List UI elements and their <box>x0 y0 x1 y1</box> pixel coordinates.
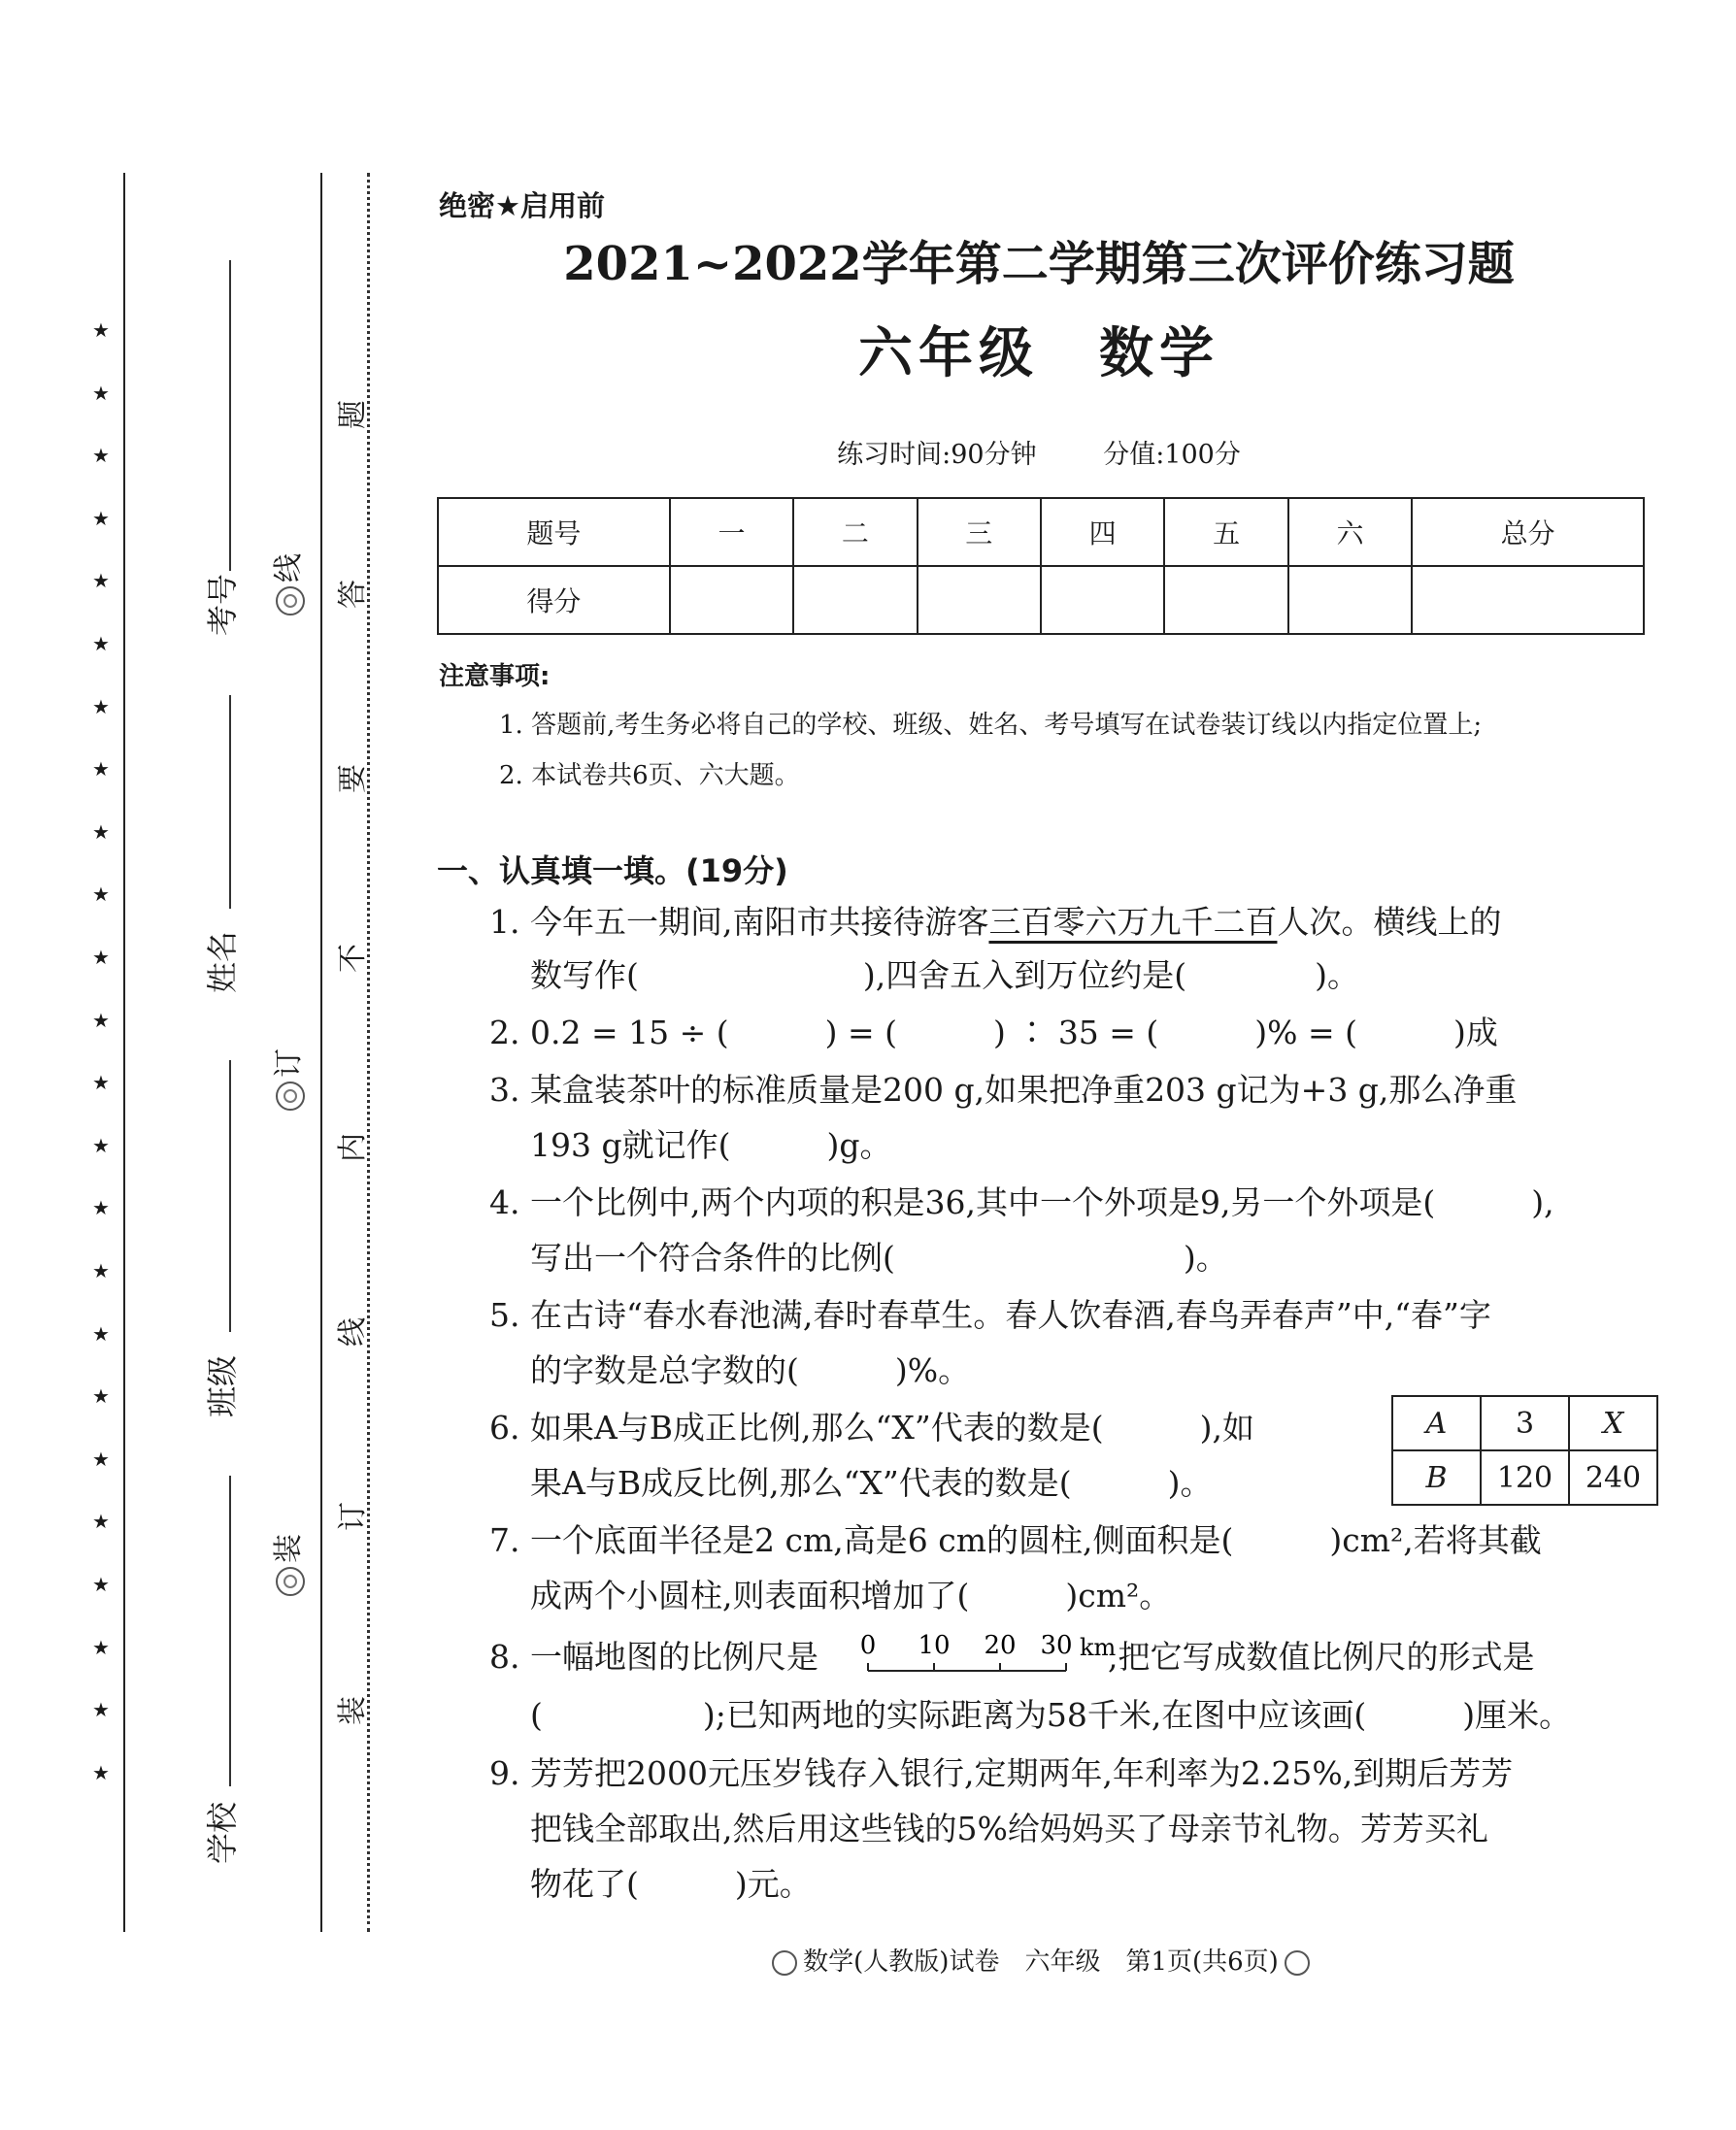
star-icon: ★ <box>92 1447 110 1471</box>
scale-tick-label: 10 <box>918 1631 951 1660</box>
score-entry-cell[interactable] <box>918 566 1041 634</box>
table-cell: 六 <box>1288 498 1412 566</box>
class-blank[interactable] <box>229 1060 231 1332</box>
score-table-header-row <box>438 498 1644 566</box>
exam-subtitle: 六年级 数学 <box>858 321 1219 385</box>
star-icon: ★ <box>92 1008 110 1032</box>
binding-inner-line <box>320 173 322 1932</box>
warning-char: 内 <box>336 1133 370 1162</box>
question-4-cont: 写出一个符合条件的比例( )。 <box>530 1239 1228 1277</box>
question-text: 1. 今年五一期间,南阳市共接待游客 <box>489 903 989 941</box>
question-text: 人次。横线上的 <box>1277 903 1502 941</box>
question-6: 6. 如果A与B成正比例,那么“X”代表的数是( ),如 <box>489 1409 1255 1447</box>
star-icon: ★ <box>92 946 110 969</box>
score-table-score-row <box>438 566 1644 634</box>
question-1-cont: 数写作( ),四舍五入到万位约是( )。 <box>530 956 1359 994</box>
scale-tick-label: 30 <box>1040 1631 1073 1660</box>
binding-outer-line <box>123 173 125 1932</box>
star-icon: ★ <box>92 1573 110 1596</box>
star-icon: ★ <box>92 1760 110 1784</box>
star-icon: ★ <box>92 1071 110 1095</box>
question-6-cont: 果A与B成反比例,那么“X”代表的数是( )。 <box>530 1464 1213 1502</box>
warning-char: 订 <box>336 1502 370 1531</box>
question-7-cont: 成两个小圆柱,则表面积增加了( )cm²。 <box>530 1577 1172 1614</box>
star-icon: ★ <box>92 444 110 468</box>
star-icon: ★ <box>92 1196 110 1220</box>
star-icon: ★ <box>92 694 110 718</box>
name-blank[interactable] <box>229 695 231 909</box>
star-icon: ★ <box>92 506 110 530</box>
question-9-cont2: 物花了( )元。 <box>530 1865 812 1903</box>
warning-char: 题 <box>336 400 370 429</box>
question-9-cont: 把钱全部取出,然后用这些钱的5%给妈妈买了母亲节礼物。芳芳买礼 <box>530 1810 1488 1847</box>
school-blank[interactable] <box>229 1476 231 1786</box>
question-5-cont: 的字数是总字数的( )%。 <box>530 1351 971 1389</box>
question-1 <box>489 894 1501 950</box>
score-table <box>437 497 1645 635</box>
question-3: 3. 某盒装茶叶的标准质量是200 g,如果把净重203 g记为+3 g,那么净重 <box>489 1071 1518 1109</box>
star-icon: ★ <box>92 882 110 907</box>
table-cell: 总分 <box>1412 498 1644 566</box>
score-entry-cell[interactable] <box>1288 566 1412 634</box>
star-icon: ★ <box>92 1133 110 1157</box>
star-icon: ★ <box>92 1510 110 1534</box>
proportion-table <box>1391 1395 1658 1506</box>
cut-line <box>367 173 370 1932</box>
question-4: 4. 一个比例中,两个内项的积是36,其中一个外项是9,另一个外项是( ), <box>489 1183 1554 1221</box>
star-icon: ★ <box>92 1259 110 1282</box>
table-cell: 五 <box>1164 498 1287 566</box>
star-icon: ★ <box>92 757 110 782</box>
scale-unit: km <box>1080 1634 1117 1661</box>
table-cell: 四 <box>1041 498 1164 566</box>
exam-score: 分值:100分 <box>1103 440 1241 470</box>
table-row <box>1392 1450 1657 1505</box>
scale-tick-label: 20 <box>984 1631 1017 1660</box>
table-cell: B <box>1392 1450 1481 1505</box>
table-cell: 一 <box>670 498 793 566</box>
star-icon: ★ <box>92 1635 110 1659</box>
star-icon: ★ <box>92 819 110 844</box>
binding-mark-bind <box>264 1534 307 1596</box>
star-icon: ★ <box>92 1698 110 1722</box>
star-icon: ★ <box>92 569 110 593</box>
table-cell: 240 <box>1569 1450 1657 1505</box>
star-icon: ★ <box>92 381 110 405</box>
question-3-cont: 193 g就记作( )g。 <box>530 1126 892 1164</box>
note-item: 1. 答题前,考生务必将自己的学校、班级、姓名、考号填写在试卷装订线以内指定位置上; <box>499 711 1483 740</box>
scale-tick-label: 0 <box>859 1631 877 1660</box>
table-cell: 120 <box>1481 1450 1569 1505</box>
star-icon: ★ <box>92 1384 110 1409</box>
class-label: 班级 <box>204 1354 242 1418</box>
question-text: ,把它写成数值比例尺的形式是 <box>1107 1638 1535 1676</box>
score-entry-cell[interactable] <box>670 566 793 634</box>
footer-ornament-icon <box>772 1950 797 1976</box>
score-entry-cell[interactable] <box>793 566 917 634</box>
notes-heading: 注意事项: <box>439 662 551 691</box>
star-icon: ★ <box>92 632 110 655</box>
warning-char: 答 <box>336 580 370 609</box>
score-entry-cell[interactable] <box>1041 566 1164 634</box>
binding-mark-text: 装 <box>272 1534 306 1563</box>
binding-circle-icon <box>276 586 305 616</box>
warning-char: 要 <box>336 764 370 793</box>
star-icon: ★ <box>92 1321 110 1346</box>
binding-circle-icon <box>276 1082 305 1111</box>
table-cell: X <box>1569 1396 1657 1450</box>
binding-mark-text: 线 <box>272 553 306 582</box>
section-heading: 一、认真填一填。(19分) <box>437 852 788 889</box>
question-5: 5. 在古诗“春水春池满,春时春草生。春人饮春酒,春鸟弄春声”中,“春”字 <box>489 1296 1491 1334</box>
table-cell: 三 <box>918 498 1041 566</box>
table-cell: 二 <box>793 498 917 566</box>
name-label: 姓名 <box>204 930 242 994</box>
exam-number-label: 考号 <box>204 573 242 637</box>
question-7: 7. 一个底面半径是2 cm,高是6 cm的圆柱,侧面积是( )cm²,若将其截 <box>489 1521 1542 1559</box>
star-icon: ★ <box>92 318 110 342</box>
score-entry-cell[interactable] <box>1412 566 1644 634</box>
scale-bar <box>859 1626 1117 1686</box>
binding-mark-text: 订 <box>272 1048 306 1078</box>
question-text: 8. 一幅地图的比例尺是 <box>489 1638 818 1676</box>
table-cell: 题号 <box>438 498 670 566</box>
binding-circle-icon <box>276 1567 305 1596</box>
warning-char: 不 <box>336 944 370 973</box>
question-2: 2. 0.2 = 15 ÷ ( ) = ( ) ∶ 35 = ( )% = ( )成 <box>489 1014 1498 1051</box>
footer-text: 数学(人教版)试卷 六年级 第1页(共6页) <box>803 1947 1279 1977</box>
exam-number-blank[interactable] <box>229 260 231 571</box>
underlined-text: 三百零六万九千二百 <box>988 903 1278 941</box>
binding-mark-staple <box>264 1048 307 1111</box>
exam-meta <box>437 433 1641 471</box>
page-footer <box>437 1942 1645 1978</box>
table-cell: 得分 <box>438 566 670 634</box>
table-row <box>1392 1396 1657 1450</box>
binding-mark-line <box>264 553 307 616</box>
question-8-cont: ( );已知两地的实际距离为58千米,在图中应该画( )厘米。 <box>530 1696 1572 1734</box>
table-cell: 3 <box>1481 1396 1569 1450</box>
note-item: 2. 本试卷共6页、六大题。 <box>499 761 800 790</box>
question-9: 9. 芳芳把2000元压岁钱存入银行,定期两年,年利率为2.25%,到期后芳芳 <box>489 1754 1514 1792</box>
warning-char: 线 <box>336 1317 370 1347</box>
exam-title: 2021~2022学年第二学期第三次评价练习题 <box>563 237 1515 291</box>
confidential-label: 绝密★启用前 <box>439 189 605 222</box>
table-cell: A <box>1392 1396 1481 1450</box>
score-entry-cell[interactable] <box>1164 566 1287 634</box>
school-label: 学校 <box>204 1801 242 1865</box>
footer-ornament-icon <box>1285 1950 1310 1976</box>
exam-time: 练习时间:90分钟 <box>837 440 1037 470</box>
warning-char: 装 <box>336 1696 370 1725</box>
